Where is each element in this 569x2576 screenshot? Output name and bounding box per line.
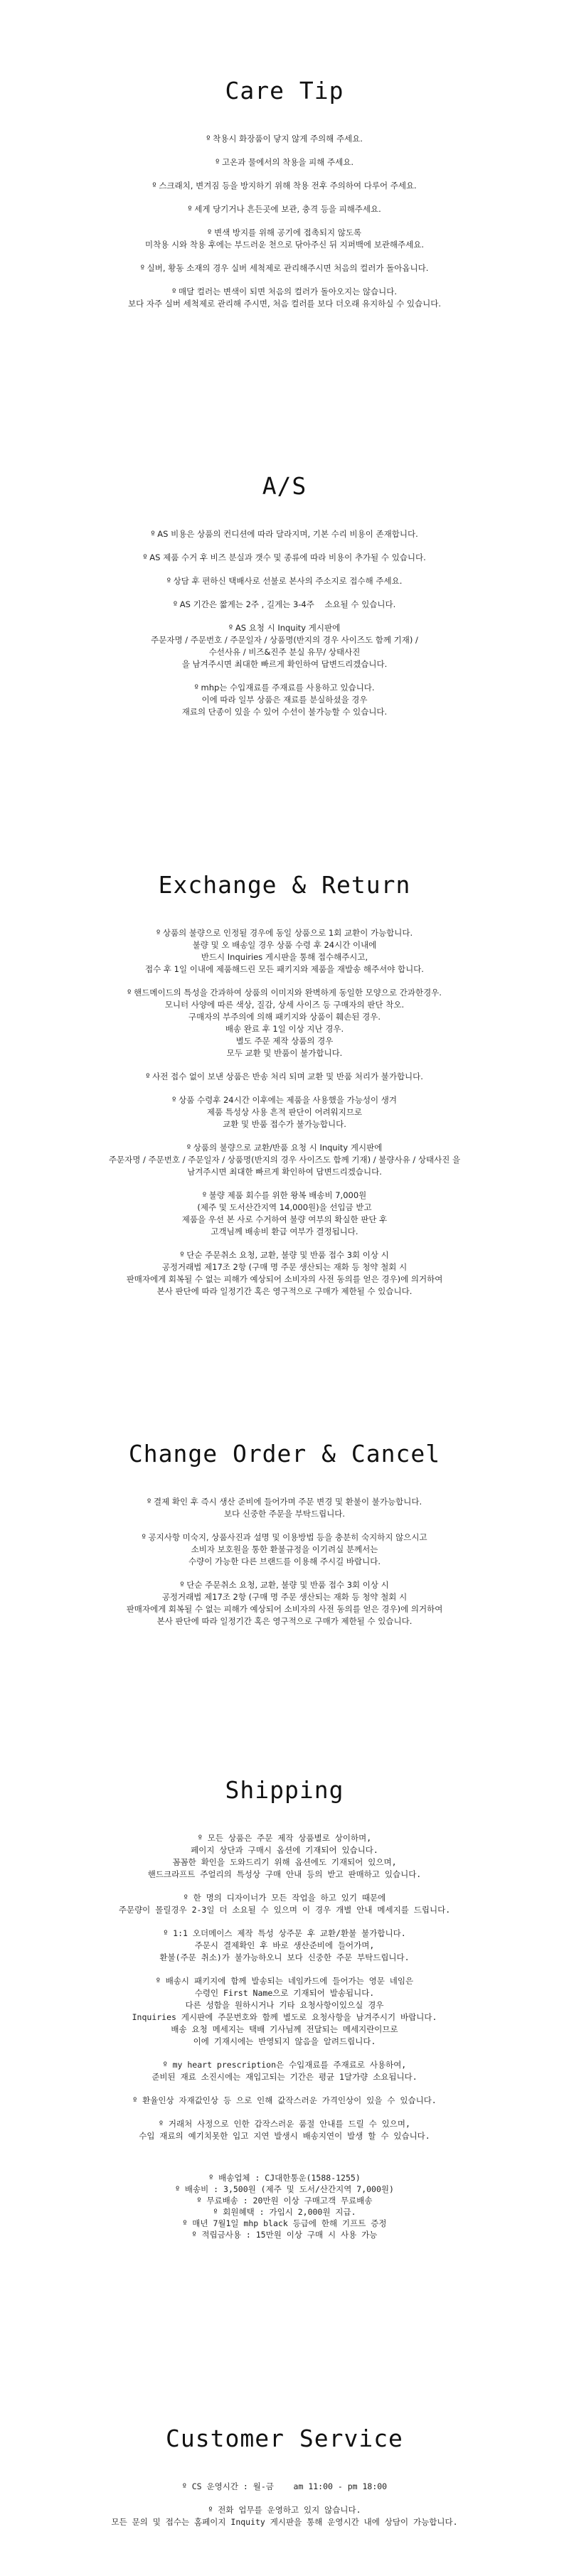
change-order-list bbox=[0, 1496, 569, 1628]
list-item-line: 을 남겨주시면 최대한 빠르게 확인하여 답변드리겠습니다. bbox=[181, 659, 388, 669]
list-item-line: 수량이 가능한 다른 브랜드를 이용해 주시길 바랍니다. bbox=[188, 1556, 381, 1566]
list-item-line: º CS 운영시간 : 월-금 am 11:00 - pm 18:00 bbox=[181, 2481, 388, 2491]
list-item-line: 보다 자주 실버 세척제로 관리해 주시면, 처음 컬러를 보다 더오래 유지하실 수 있습니다. bbox=[128, 299, 441, 309]
list-item bbox=[14, 552, 555, 564]
list-item-line: º my heart prescription은 수입재료를 주재료로 사용하여, bbox=[162, 2060, 407, 2070]
list-item-line: 이에 기재시에는 반영되지 않음을 알려드립니다. bbox=[193, 2036, 376, 2046]
list-item-line: 주문량이 몰릴경우 2-3일 더 소요될 수 있으며 이 경우 개별 안내 메세지를 드립니다. bbox=[118, 1905, 451, 1915]
shipping-title: Shipping bbox=[225, 1776, 344, 1804]
list-item-line: º AS 기간은 짧게는 2주 , 길게는 3-4주 소요될 수 있습니다. bbox=[173, 599, 396, 609]
list-item-line: º 상품 수령후 24시간 이후에는 제품을 사용했을 가능성이 생겨 bbox=[172, 1095, 397, 1105]
list-item-line: º 환율인상 자재값인상 등 으로 인해 값작스러운 가격인상이 있을 수 있습니다. bbox=[132, 2095, 437, 2105]
list-item-line: 환불(주문 취소)가 불가능하오니 보다 신중한 주문 부탁드립니다. bbox=[159, 1952, 410, 1962]
list-item bbox=[14, 2504, 555, 2528]
list-item-line: º 상담 후 편하신 택배사로 선불로 본사의 주소지로 접수해 주세요. bbox=[166, 576, 403, 586]
list-item-line: 판매자에게 회복될 수 없는 피해가 예상되어 소비자의 사전 동의를 얻은 경우)에 의거하여 bbox=[126, 1274, 443, 1284]
list-item-line: 재료의 단종이 있을 수 있어 수선이 불가능할 수 있습니다. bbox=[181, 707, 388, 717]
list-item-line: º 공지사항 미숙지, 상품사진과 설명 및 이용방법 등을 충분히 숙지하지 않으시고 bbox=[142, 1532, 427, 1542]
list-item bbox=[14, 528, 555, 540]
list-item-line: 주문자명 / 주문번호 / 주문일자 / 상품명(반지의 경우 사이즈도 함께 기재) / 불량사유 / 상태사진 을 bbox=[108, 1155, 461, 1165]
list-item bbox=[14, 622, 555, 670]
shipping-info-member: º 회원혜택 : 가입시 2,000원 지급. bbox=[213, 2207, 356, 2217]
list-item-line: 다른 성함을 원하시거나 기타 요청사항이있으실 경우 bbox=[185, 2000, 384, 2010]
list-item-line: º 핸드메이드의 특성을 간과하여 상품의 이미지와 완벽하게 동일한 모양으로 간과한경우. bbox=[127, 988, 442, 998]
change-order-section bbox=[0, 1440, 569, 1639]
list-item-line: º 변색 방지를 위해 공기에 접촉되지 않도록 bbox=[207, 228, 362, 237]
list-item-line: 구매자의 부주의에 의해 패키지와 상품이 훼손된 경우. bbox=[188, 1012, 381, 1022]
list-item bbox=[14, 599, 555, 611]
list-item-line: º 상품의 불량으로 인정될 경우에 동일 상품으로 1회 교환이 가능합니다. bbox=[156, 928, 413, 938]
list-item bbox=[14, 203, 555, 215]
list-item-line: 페이지 상단과 구매시 옵션에 기재되어 있습니다. bbox=[191, 1845, 378, 1855]
shipping-list bbox=[0, 1832, 569, 2142]
list-item-line: º 불량 제품 회수를 위한 왕복 배송비 7,000원 bbox=[202, 1190, 367, 1200]
list-item-line: 별도 주문 제작 상품의 경우 bbox=[235, 1036, 334, 1046]
list-item bbox=[14, 987, 555, 1059]
shipping-info-gift: º 매년 7월1일 mhp black 등급에 한해 기프트 증정 bbox=[182, 2218, 387, 2228]
list-item bbox=[14, 1975, 555, 2048]
list-item-line: º AS 제품 수거 후 비즈 분실과 갯수 및 종류에 따라 비용이 추가될 수 있습니다. bbox=[143, 552, 426, 562]
list-item bbox=[14, 133, 555, 145]
customer-service-title: Customer Service bbox=[166, 2425, 403, 2452]
list-item-line: º 거래처 사정으로 인한 갑작스러운 품절 안내를 드릴 수 있으며, bbox=[159, 2119, 410, 2129]
list-item bbox=[14, 1892, 555, 1916]
list-item bbox=[14, 2118, 555, 2142]
exchange-return-section bbox=[0, 871, 569, 1309]
list-item-line: º mhp는 수입재료를 주재료를 사용하고 있습니다. bbox=[194, 683, 375, 693]
list-item bbox=[14, 180, 555, 192]
list-item bbox=[14, 286, 555, 310]
shipping-info-points: º 적립금사용 : 15만원 이상 구매 시 사용 가능 bbox=[191, 2230, 378, 2240]
shipping-info-free: º 무료배송 : 20만원 이상 구매고객 무료배송 bbox=[196, 2196, 373, 2206]
list-item-line: º 고온과 물에서의 착용을 피해 주세요. bbox=[216, 157, 353, 167]
list-item bbox=[14, 227, 555, 251]
list-item-line: º 한 명의 디자이너가 모든 작업을 하고 있기 때문에 bbox=[183, 1893, 386, 1903]
list-item-line: 주문시 결제확인 후 바로 생산준비에 들어가며, bbox=[194, 1940, 375, 1950]
as-title: A/S bbox=[262, 472, 307, 500]
list-item-line: º 스크래치, 변겨짐 등을 방지하기 위해 착용 전후 주의하여 다루어 주세요. bbox=[152, 181, 417, 191]
list-item-line: 핸드크라프트 주얼리의 특성상 구매 안내 등의 받고 판매하고 있습니다. bbox=[147, 1869, 422, 1879]
list-item-line: 수입 재료의 예기치못한 입고 지연 발생시 배송지연이 발생 할 수 있습니다. bbox=[139, 2131, 430, 2141]
list-item-line: º AS 요청 시 Inquity 게시판에 bbox=[228, 623, 341, 633]
list-item-line: º 사전 접수 없이 보낸 상품은 반송 처리 되며 교환 및 반품 처리가 불가합니다. bbox=[146, 1071, 423, 1081]
list-item-line: 판매자에게 회복될 수 없는 피해가 예상되어 소비자의 사전 동의를 얻은 경우)에 의거하여 bbox=[126, 1604, 443, 1614]
list-item bbox=[14, 1190, 555, 1238]
list-item-line: º 1:1 오더메이스 제작 특성 상주문 후 교환/환불 불가합니다. bbox=[163, 1928, 406, 1938]
list-item-line: 반드시 Inquiries 게시판을 통해 접수해주시고, bbox=[201, 952, 368, 962]
list-item-line: 배송 완료 후 1일 이상 지난 경우. bbox=[225, 1024, 344, 1034]
list-item-line: 공정거래법 제17조 2항 (구매 명 주문 생산되는 재화 등 청약 철회 시 bbox=[161, 1262, 408, 1272]
list-item bbox=[14, 1094, 555, 1131]
as-list bbox=[0, 528, 569, 718]
list-item-line: Inquiries 게시판에 주문번호와 함께 별도로 요청사항을 남겨주시기 바랍니다. bbox=[132, 2012, 437, 2022]
list-item bbox=[14, 1071, 555, 1083]
shipping-info-fee: º 배송비 : 3,500원 (제주 및 도서/산간지역 7,000원) bbox=[175, 2184, 394, 2194]
list-item bbox=[14, 1249, 555, 1298]
list-item-line: º 단순 주문취소 요청, 교환, 불량 및 반품 접수 3회 이상 시 bbox=[180, 1250, 389, 1260]
list-item-line: º 실버, 황동 소재의 경우 실버 세척제로 관리해주시면 처음의 컬러가 돌아옵니다. bbox=[140, 263, 429, 273]
shipping-info-carrier: º 배송업체 : CJ대한통운(1588-1255) bbox=[208, 2173, 361, 2183]
list-item bbox=[14, 1579, 555, 1628]
change-order-title: Change Order & Cancel bbox=[128, 1440, 441, 1468]
list-item-line: º 배송시 패키지에 함께 발송되는 네임카드에 들어가는 영문 네임은 bbox=[155, 1976, 414, 1986]
list-item-line: º 모든 상품은 주문 제작 상품별로 상이하며, bbox=[197, 1833, 372, 1843]
list-item-line: 주문자명 / 주문번호 / 주문일자 / 상품명(반지의 경우 사이즈도 함께 기재) / bbox=[151, 635, 418, 645]
list-item-line: 제품 특성상 사용 흔적 판단이 어려워지므로 bbox=[206, 1107, 363, 1117]
list-item-line: 모니터 사양에 따른 색상, 질감, 상세 사이즈 등 구매자의 판단 착오. bbox=[164, 1000, 405, 1010]
shipping-info bbox=[0, 2172, 569, 2240]
list-item bbox=[14, 1532, 555, 1568]
list-item-line: 준비된 재료 소진시에는 재입고되는 기간은 평균 1달가량 소요됩니다. bbox=[151, 2072, 418, 2082]
list-item-line: 미착용 시와 착용 후에는 부드러운 천으로 닦아주신 뒤 지퍼백에 보관해주세요. bbox=[144, 240, 425, 250]
list-item-line: º 전화 업무를 운영하고 있지 않습니다. bbox=[208, 2505, 361, 2515]
list-item-line: 남겨주시면 최대한 빠르게 확인하여 답변드리겠습니다. bbox=[187, 1167, 382, 1177]
list-item-line: º 착용시 화장품이 닿지 않게 주의해 주세요. bbox=[206, 134, 363, 144]
list-item-line: 보다 신중한 주문을 부탁드립니다. bbox=[223, 1509, 346, 1519]
list-item bbox=[14, 262, 555, 274]
list-item-line: 교환 및 반품 접수가 불가능합니다. bbox=[223, 1119, 346, 1129]
list-item-line: º 매달 컬러는 변색이 되면 처음의 컬러가 돌아오지는 않습니다. bbox=[171, 287, 398, 296]
list-item bbox=[14, 1832, 555, 1881]
list-item-line: 공정거래법 제17조 2항 (구매 명 주문 생산되는 재화 등 청약 철회 시 bbox=[161, 1592, 408, 1602]
list-item-line: 꼼꼼한 확인을 도와드리기 위해 옵션에도 기재되어 있으며, bbox=[172, 1857, 397, 1867]
shipping-section bbox=[0, 1776, 569, 2240]
list-item-line: 제품을 우선 본 사로 수거하여 불량 여부의 확실한 판단 후 bbox=[181, 1214, 388, 1224]
list-item bbox=[14, 156, 555, 169]
exchange-return-title: Exchange & Return bbox=[158, 871, 411, 899]
list-item-line: º AS 비용은 상품의 컨디션에 따라 달라지며, 기본 수리 비용이 존재합니다. bbox=[151, 529, 418, 539]
list-item-line: 수선사유 / 비즈&진주 분실 유무/ 상태사진 bbox=[208, 647, 361, 657]
list-item-line: º 상품의 불량으로 교환/반품 요청 시 Inquity 게시판에 bbox=[186, 1143, 383, 1153]
list-item-line: 접수 후 1일 이내에 제품해드린 모든 패키지와 제품을 재발송 해주셔야 합니다. bbox=[145, 964, 424, 974]
list-item-line: 모든 문의 및 접수는 홈페이지 Inquity 게시판을 통해 운영시간 내에 상담이 가능합니다. bbox=[111, 2517, 458, 2527]
list-item bbox=[14, 2095, 555, 2107]
list-item bbox=[14, 2481, 555, 2493]
list-item bbox=[14, 1496, 555, 1520]
list-item-line: 모두 교환 및 반품이 불가합니다. bbox=[226, 1048, 343, 1058]
list-item-line: º 단순 주문취소 요청, 교환, 불량 및 반품 접수 3회 이상 시 bbox=[180, 1580, 389, 1590]
list-item-line: 이에 따라 일부 상품은 재료를 분실하셨을 경우 bbox=[201, 695, 368, 705]
list-item-line: 수령인 First Name으로 기재되어 발송됩니다. bbox=[194, 1988, 375, 1998]
care-tip-section bbox=[0, 77, 569, 321]
list-item-line: 본사 판단에 따라 일정기간 혹은 영구적으로 구매가 제한될 수 있습니다. bbox=[156, 1616, 413, 1626]
list-item bbox=[14, 1142, 555, 1178]
customer-service-list bbox=[0, 2481, 569, 2528]
list-item-line: º 세게 당기거나 흔든곳에 보관, 충격 등을 피해주세요. bbox=[188, 204, 381, 214]
list-item-line: º 결제 확인 후 즉시 생산 준비에 들어가며 주문 변경 및 환불이 불가능합니다. bbox=[147, 1497, 422, 1507]
list-item bbox=[14, 1928, 555, 1964]
list-item-line: 배송 요청 메세지는 택배 기사님께 전달되는 메세지란이므로 bbox=[171, 2024, 398, 2034]
list-item-line: 불량 및 오 배송일 경우 상품 수령 후 24시간 이내에 bbox=[192, 940, 377, 950]
care-tip-title: Care Tip bbox=[225, 77, 344, 105]
list-item bbox=[14, 927, 555, 976]
list-item-line: (제주 및 도서산간지역 14,000원)을 선입금 받고 bbox=[197, 1202, 372, 1212]
list-item bbox=[14, 682, 555, 718]
list-item bbox=[14, 575, 555, 587]
care-tip-list bbox=[0, 133, 569, 310]
list-item bbox=[14, 2059, 555, 2083]
list-item-line: 본사 판단에 따라 일정기간 혹은 영구적으로 구매가 제한될 수 있습니다. bbox=[156, 1286, 413, 1296]
exchange-return-list bbox=[0, 927, 569, 1298]
customer-service-section bbox=[0, 2425, 569, 2540]
list-item-line: 소비자 보호원을 통한 환불규정을 이기려실 분께서는 bbox=[191, 1544, 378, 1554]
list-item-line: 고객님께 배송비 환급 여부가 결정됩니다. bbox=[211, 1226, 358, 1236]
as-section bbox=[0, 472, 569, 729]
